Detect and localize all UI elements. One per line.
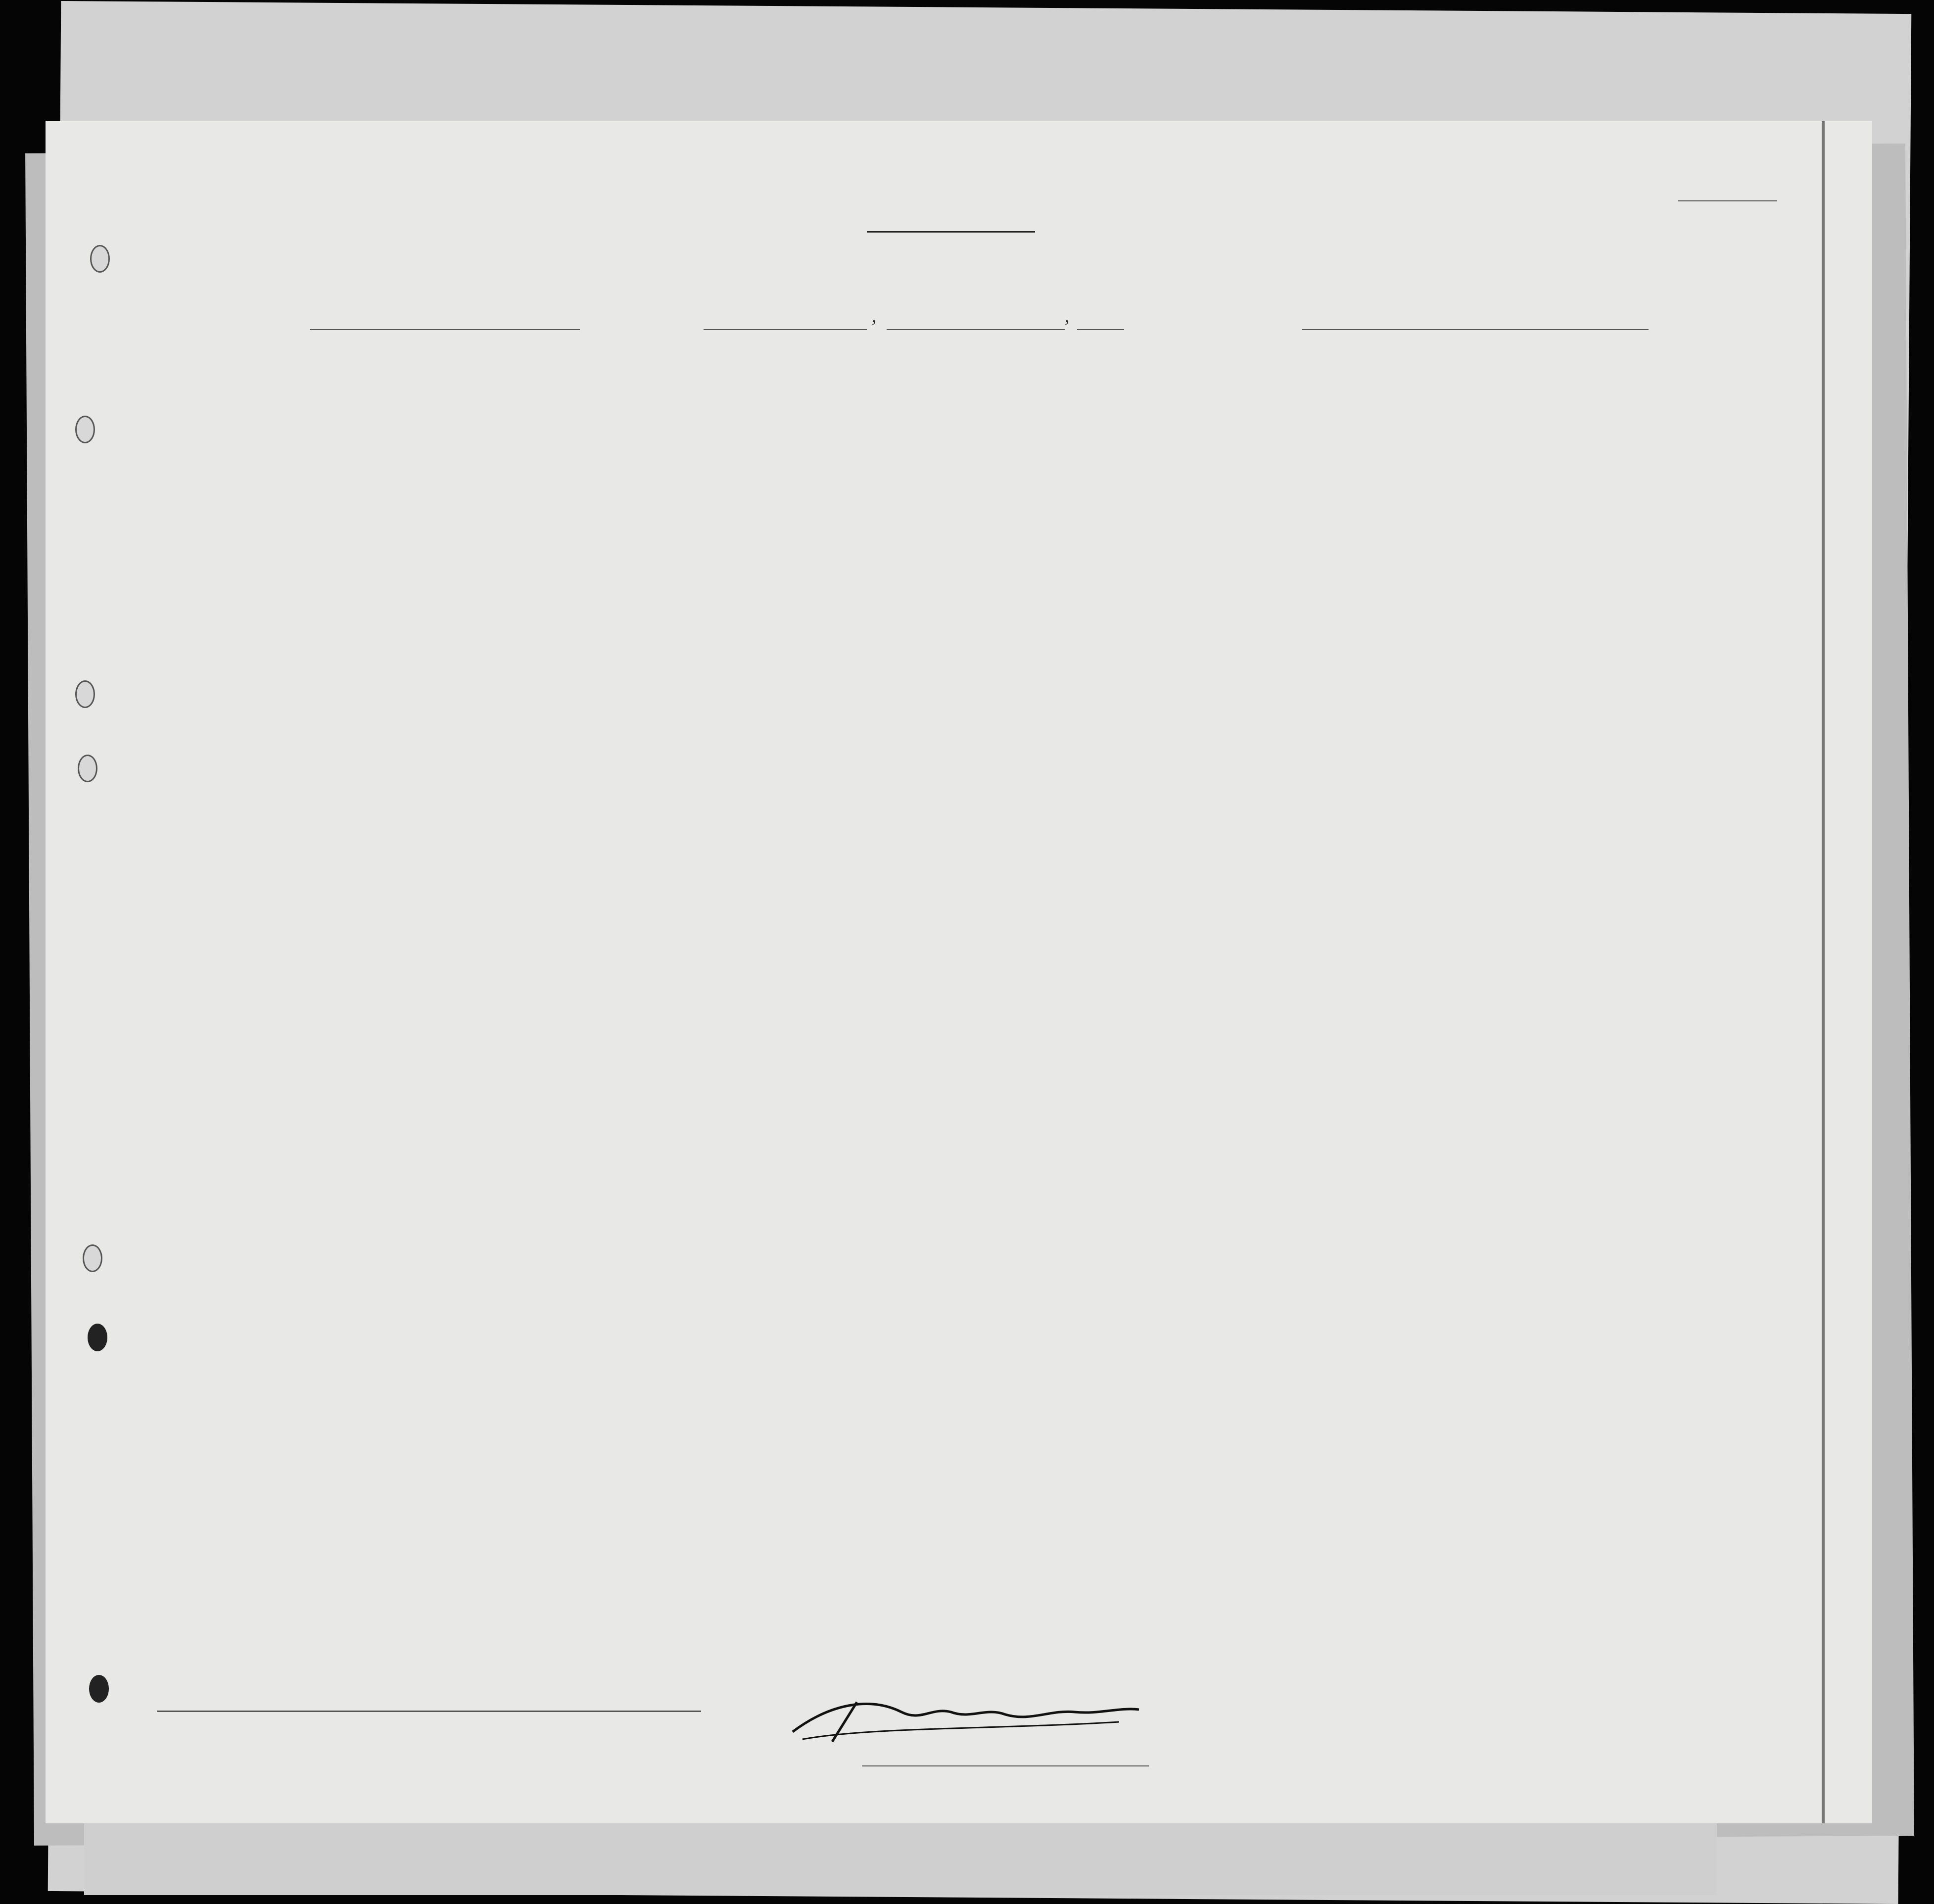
title-rule: [867, 231, 1035, 233]
punch-hole: [90, 245, 110, 273]
page-edge-line: [1822, 121, 1825, 1823]
fill-line: [1302, 329, 1649, 330]
comma: ,: [872, 306, 877, 327]
underlying-sheet-strip: [148, 1823, 1682, 1883]
punch-hole: [75, 680, 95, 708]
punch-hole: [83, 1244, 102, 1272]
sheet-number-line: [1678, 200, 1777, 201]
punch-hole: [78, 755, 97, 782]
comma: ,: [1065, 306, 1070, 327]
fill-line: [1077, 329, 1124, 330]
inspector-signature: [773, 1692, 1159, 1747]
punch-hole: [75, 416, 95, 443]
fill-line: [887, 329, 1065, 330]
fill-line: [704, 329, 867, 330]
manifest-page: [46, 121, 1872, 1823]
signature-line: [862, 1765, 1149, 1766]
punch-hole: [88, 1324, 107, 1351]
punch-hole: [89, 1675, 109, 1703]
fill-line: [310, 329, 580, 330]
footer-rule: [157, 1711, 701, 1712]
